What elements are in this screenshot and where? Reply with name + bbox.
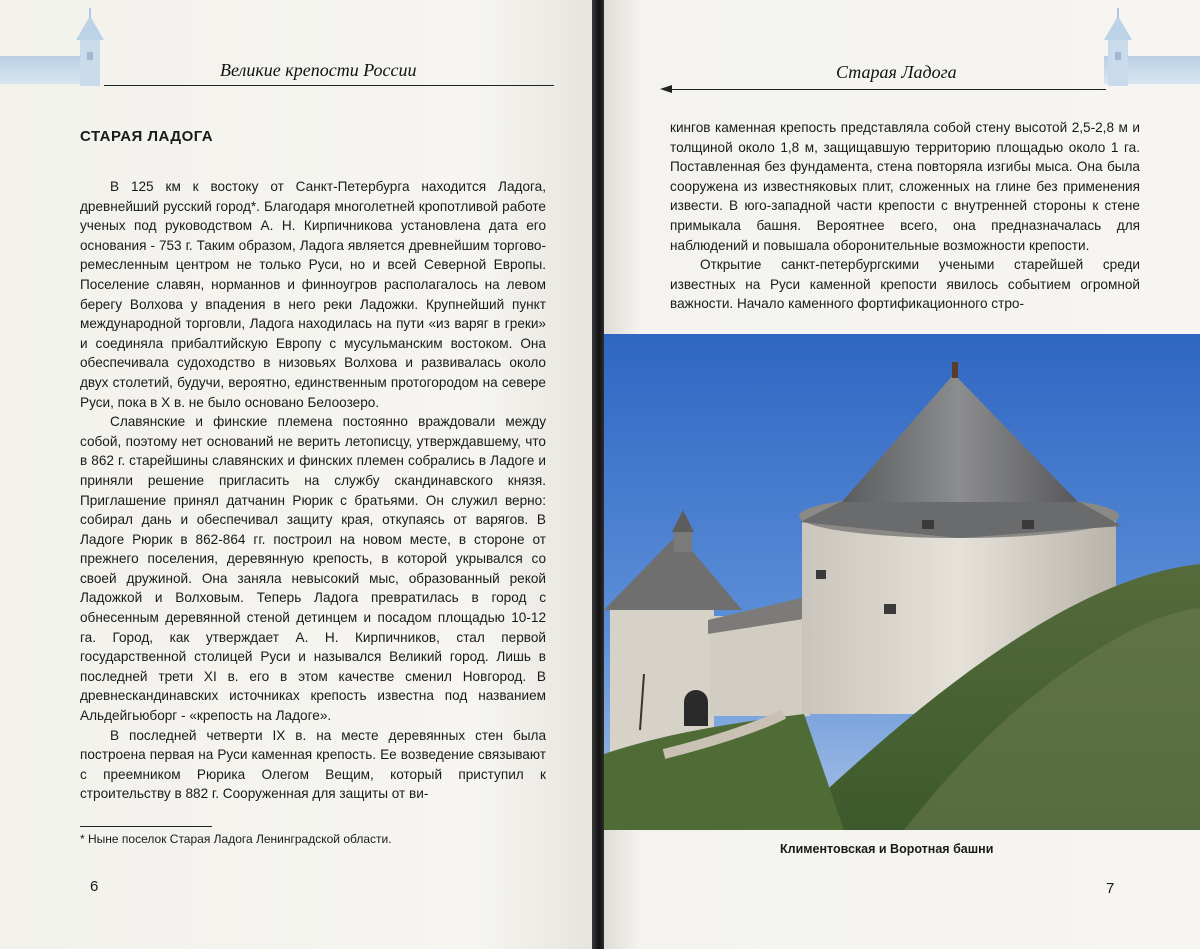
header-rule xyxy=(666,89,1106,90)
page-number: 7 xyxy=(1106,880,1115,897)
left-body-text xyxy=(80,177,546,804)
fortress-tower-icon xyxy=(72,8,108,86)
fortress-photo xyxy=(604,334,1200,830)
paragraph: Славянские и финские племена постоянно враждовали между собой, поэтому нет оснований не верить летописцу, утверждавшему, что в 862 г. старейшины славянских и финских племен собрались в Ладоге и приняли решение пригласить на службу скандинавского князя. Приглашение принял датчанин Рюрик с братьями. Он служил верно: собирал дань и обеспечивал защиту края, откупаясь от варягов. В Ладоге Рюрик в 862-864 гг. построил на новом месте, в стороне от прежнего поселения, деревянную крепость, в которой укрывался со своей дружиной. Она заняла невысокий мыс, образованный рекой Ладожкой и Волховым. Теперь Ладога превратилась в город с обнесенным деревянной стеной детинцем и посадом площадью 10-12 га. Город, как утверждает А. Н. Кирпичников, стал первой государственной столицей Руси и назывался Великий город. Лишь в последней трети XI в. его в этом качестве сменил Новгород. В древнескандинавских источниках крепость известна под названием Альдейгьюборг - «крепость на Ладоге». xyxy=(80,414,546,724)
running-head: Великие крепости России xyxy=(220,60,417,80)
paragraph: кингов каменная крепость представляла собой стену высотой 2,5-2,8 м и толщиной около 1,8 м, защищавшую территорию площадью около 1 га. Поставленная без фундамента, стена повторяла изгибы мыса. Она была сооружена из известняковых плит, сложенных на глине без применения извести. В юго-западной части крепости с внутренней стороны к стене примыкала башня. Вероятнее всего, она предназначалась для наблюдений и повышала оборонительные возможности крепости. xyxy=(670,120,1140,253)
page-number: 6 xyxy=(90,878,99,895)
running-head: Старая Ладога xyxy=(836,62,957,82)
left-page xyxy=(0,0,596,949)
photo-caption: Климентовская и Воротная башни xyxy=(780,842,994,856)
right-page xyxy=(604,0,1200,949)
paragraph: Открытие санкт-петербургскими учеными старейшей среди известных на Руси каменной крепости явилось событием огромной важности. Начало каменного фортификационного стро- xyxy=(670,257,1140,312)
right-body-text xyxy=(670,118,1140,314)
fortress-tower-icon xyxy=(1100,8,1136,86)
paragraph: В последней четверти IX в. на месте деревянных стен была построена первая на Руси каменная крепость. Ее возведение связывают с преемником Рюрика Олегом Вещим, который приступил к строительству в 882 г. Сооруженная для защиты от ви- xyxy=(80,727,546,802)
footnote: * Ныне поселок Старая Ладога Ленинградской области. xyxy=(80,832,392,846)
header-rule xyxy=(104,85,554,86)
footnote-rule xyxy=(80,826,212,827)
paragraph: В 125 км к востоку от Санкт-Петербурга находится Ладога, древнейший русский город*. Благодаря многолетней кропотливой работе ученых под руководством А. Н. Кирпичникова установлена дата его основания - 753 г. Таким образом, Ладога является древнейшим торгово-ремесленным центром не только Руси, но и всей Северной Европы. Поселение славян, норманнов и финноугров располагалось на левом берегу Волхова у впадения в него реки Ладожки. Крупнейший пункт международной торговли, Ладога находилась на пути «из варяг в греки» и соединяла прибалтийскую Европу с мусульманским востоком. Она обеспечивала судоходство в низовьях Волхова и развивалась около двух столетий, будучи, вероятно, единственным протогородом на севере Руси, пока в X в. не было основано Белоозеро. xyxy=(80,179,546,410)
chapter-title: СТАРАЯ ЛАДОГА xyxy=(80,128,214,145)
